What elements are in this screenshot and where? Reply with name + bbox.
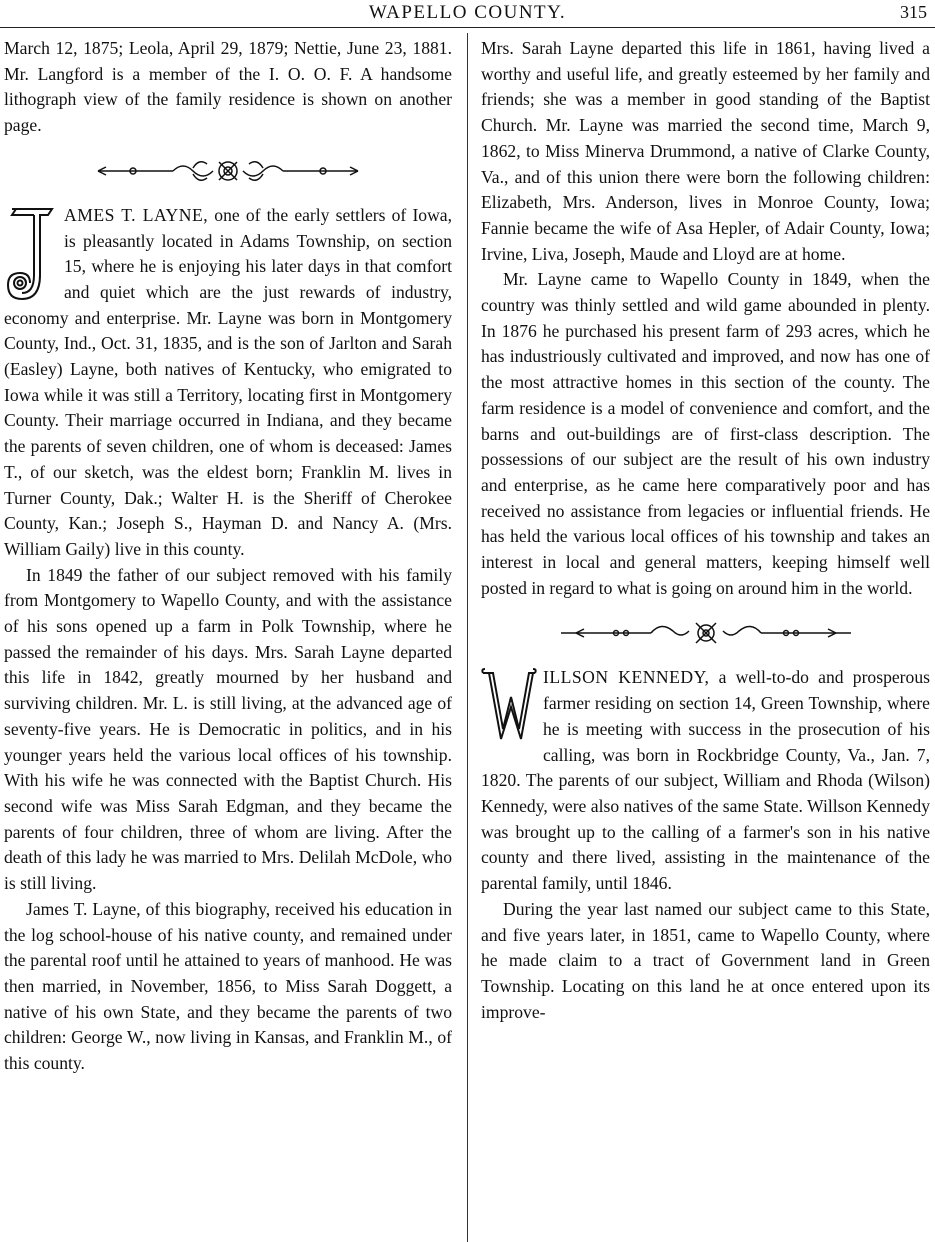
right-column: [481, 36, 930, 1025]
paragraph: James T. Layne, of this biography, received his education in the log school-house of his native county, and remained under the parental roof until he attained to years of manhood. He was then married, in November, 1856, to Miss Sarah Doggett, a native of his own State, and they became the parents of two children: George W., now living in Kansas, and Franklin M., of this county.: [4, 898, 452, 1074]
biography-text: one of the early settlers of Iowa, is pleasantly located in Adams Township, on section 15, where he is enjoying his later days in that comfort and quiet which are the just rewards of industry, economy and enterprise. Mr. Layne was born in Montgomery County, Ind., Oct. 31, 1835, and is the son of Jarlton and Sarah (Easley) Layne, both natives of Kentucky, who emigrated to Iowa while it was still a Territory, locating first in Montgomery County. Their marriage occurred in Indiana, and they became the parents of seven children, one of whom is deceased: James T., of our sketch, was the eldest born; Franklin M. lives in Turner County, Dak.; Walter H. is the Sheriff of Cherokee County, Kan.; Joseph S., Hayman D. and Nancy A. (Mrs. William Gaily) live in this county.: [4, 204, 452, 559]
dropcap-w-icon: [481, 667, 537, 747]
running-title: WAPELLO COUNTY.: [368, 2, 567, 23]
dropcap-j-icon: [4, 205, 58, 305]
biography-name: AMES T. LAYNE,: [64, 204, 209, 225]
page-header: [0, 0, 935, 30]
left-column: [4, 36, 452, 1077]
paragraph: Mrs. Sarah Layne departed this life in 1861, having lived a worthy and useful life, and greatly esteemed by her family and friends; she was a member in good standing of the Baptist Church. Mr. Layne was married the second time, March 9, 1862, to Miss Minerva Drummond, a native of Clarke County, Va., and of this union there were born the following children: Elizabeth, Mrs. Anderson, lives in Monroe County, Iowa; Fannie became the wife of Asa Hepler, of Adair County, Iowa; Irvine, Liva, Joseph, Maude and Lloyd are at home.: [481, 38, 930, 264]
page-number: 315: [900, 2, 927, 22]
biography-name: ILLSON KENNEDY,: [543, 667, 710, 688]
column-divider: [467, 33, 468, 1242]
ornament-divider-icon: [4, 149, 452, 193]
biography-text: a well-to-do and prosperous farmer residing on section 14, Green Township, where he is meeting with success in the prosecution of his calling, was born in Rockbridge County, Va., Jan. 7, 1820. The parents of our subject, William and Rhoda (Wilson) Kennedy, were also natives of the same State. Willson Kennedy was brought up to the calling of a farmer's son in his native county and there lived, assisting in the maintenance of the parental family, until 1846.: [481, 667, 930, 894]
biography-willson-kennedy: [481, 665, 930, 896]
continued-paragraph: March 12, 1875; Leola, April 29, 1879; Nettie, June 23, 1881. Mr. Langford is a member of the I. O. O. F. A handsome lithograph view of the family residence is shown on another page.: [4, 38, 452, 136]
ornament-divider-icon: [481, 611, 930, 655]
paragraph: During the year last named our subject came to this State, and five years later, in 1851, came to Wapello County, where he made claim to a tract of Government land in Green Township. Locating on this land he at once entered upon its improve-: [481, 898, 930, 1022]
biography-james-layne: [4, 203, 452, 563]
header-rule: [0, 27, 935, 28]
paragraph: In 1849 the father of our subject removed with his family from Montgomery to Wapello County, and with the assistance of his sons opened up a farm in Polk Township, where he passed the remainder of his days. Mrs. Sarah Layne departed this life in 1842, greatly mourned by her husband and surviving children. Mr. L. is still living, at the advanced age of seventy-five years. He is Democratic in politics, and in his younger years held the various local offices of his township. With his wife he was connected with the Baptist Church. His second wife was Miss Sarah Edgman, and they became the parents of four children, three of whom are living. After the death of this lady he was married to Mrs. Delilah McDole, who is still living.: [4, 564, 452, 894]
paragraph: Mr. Layne came to Wapello County in 1849, when the country was thinly settled and wild game abounded in plenty. In 1876 he purchased his present farm of 293 acres, which he has industriously cultivated and improved, and now has one of the most attractive homes in this section of the county. The farm residence is a model of convenience and comfort, and the barns and out-buildings are of first-class description. The possessions of our subject are the result of his own industry and enterprise, as he came here comparatively poor and has received no assistance from legacies or influential friends. He has held the various local offices of his township and takes an interest in local and general matters, keeping himself well posted in regard to what is going on around him in the world.: [481, 269, 930, 598]
